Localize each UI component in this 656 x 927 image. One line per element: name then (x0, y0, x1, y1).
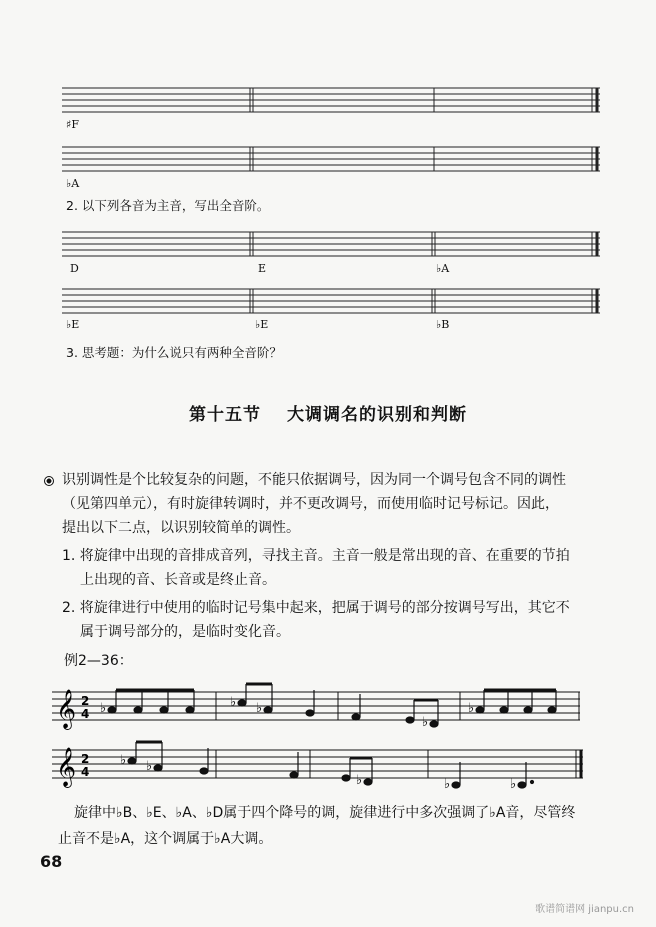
section-heading (0, 400, 656, 425)
staff-label-eflat: ♭E (66, 318, 80, 331)
time-sig-bottom: 4 (81, 707, 90, 721)
flat-icon: ♭ (146, 759, 153, 774)
staff-lines (62, 230, 602, 260)
item-2-line-1: 2. 将旋律进行中使用的临时记号集中起来，把属于调号的部分按调号写出，其它不 (62, 600, 570, 616)
item-2-line-2: 属于调号部分的，是临时变化音。 (80, 624, 290, 640)
staff-label-aflat-2: ♭A (436, 262, 450, 275)
item-1-line-2: 上出现的音、长音或是终止音。 (80, 572, 276, 588)
flat-icon: ♭ (256, 701, 263, 716)
flat-icon: ♭ (422, 715, 429, 730)
flat-icon: ♭ (510, 777, 517, 792)
flat-icon: ♭ (468, 701, 475, 716)
conclusion-line-2: 止音不是♭A，这个调属于♭A大调。 (58, 831, 273, 847)
flat-icon: ♭ (444, 777, 451, 792)
staff-label-fsharp: ♯F (66, 118, 79, 131)
question-2: 2. 以下列各音为主音，写出全音阶。 (66, 198, 270, 213)
question-3: 3. 思考题：为什么说只有两种全音阶？ (66, 345, 282, 360)
staff-lines (62, 145, 602, 175)
staff-lines (62, 287, 602, 317)
staff-label-aflat: ♭A (66, 177, 80, 190)
flat-icon: ♭ (120, 753, 127, 768)
list-item (62, 544, 622, 592)
page-number: 68 (40, 852, 63, 871)
blank-staff-1 (62, 86, 602, 116)
item-1-line-1: 1. 将旋律中出现的音排成音列，寻找主音。主音一般是常出现的音、在重要的节拍 (62, 548, 570, 564)
treble-clef-icon: 𝄞 (56, 689, 77, 729)
music-staff-1 (48, 682, 588, 742)
treble-clef-icon: 𝄞 (56, 747, 77, 787)
melody-staff (48, 682, 588, 738)
watermark: 歌谱简谱网 jianpu.cn (535, 904, 634, 915)
conclusion-line-1: 旋律中♭B、♭E、♭A、♭D属于四个降号的调，旋律进行中多次强调了♭A音，尽管终 (74, 805, 576, 821)
intro-paragraph (62, 468, 618, 540)
intro-line-1: 识别调性是个比较复杂的问题，不能只依据调号，因为同一个调号包含不同的调性 (62, 472, 566, 488)
time-sig-bottom: 4 (81, 765, 90, 779)
bullet-icon (44, 476, 54, 486)
example-label: 例2—36： (64, 653, 133, 669)
staff-label-d: D (70, 262, 79, 275)
blank-staff-3 (62, 230, 602, 260)
staff-lines (62, 86, 602, 116)
section-number: 第十五节 (189, 405, 261, 425)
staff-label-e: E (258, 262, 267, 275)
music-staff-2 (48, 740, 588, 800)
flat-icon: ♭ (356, 773, 363, 788)
time-sig-top: 2 (81, 752, 90, 766)
list-item (62, 596, 622, 644)
intro-line-2: （见第四单元），有时旋律转调时，并不更改调号，而使用临时记号标记。因此， (62, 496, 559, 512)
staff-label-eflat-2: ♭E (255, 318, 269, 331)
staff-label-bflat: ♭B (436, 318, 450, 331)
flat-icon: ♭ (100, 701, 107, 716)
blank-staff-2 (62, 145, 602, 175)
melody-staff (48, 740, 588, 796)
flat-icon: ♭ (230, 695, 237, 710)
section-title: 大调调名的识别和判断 (287, 405, 467, 425)
time-sig-top: 2 (81, 694, 90, 708)
intro-line-3: 提出以下二点，以识别较简单的调性。 (62, 520, 300, 536)
blank-staff-4 (62, 287, 602, 317)
